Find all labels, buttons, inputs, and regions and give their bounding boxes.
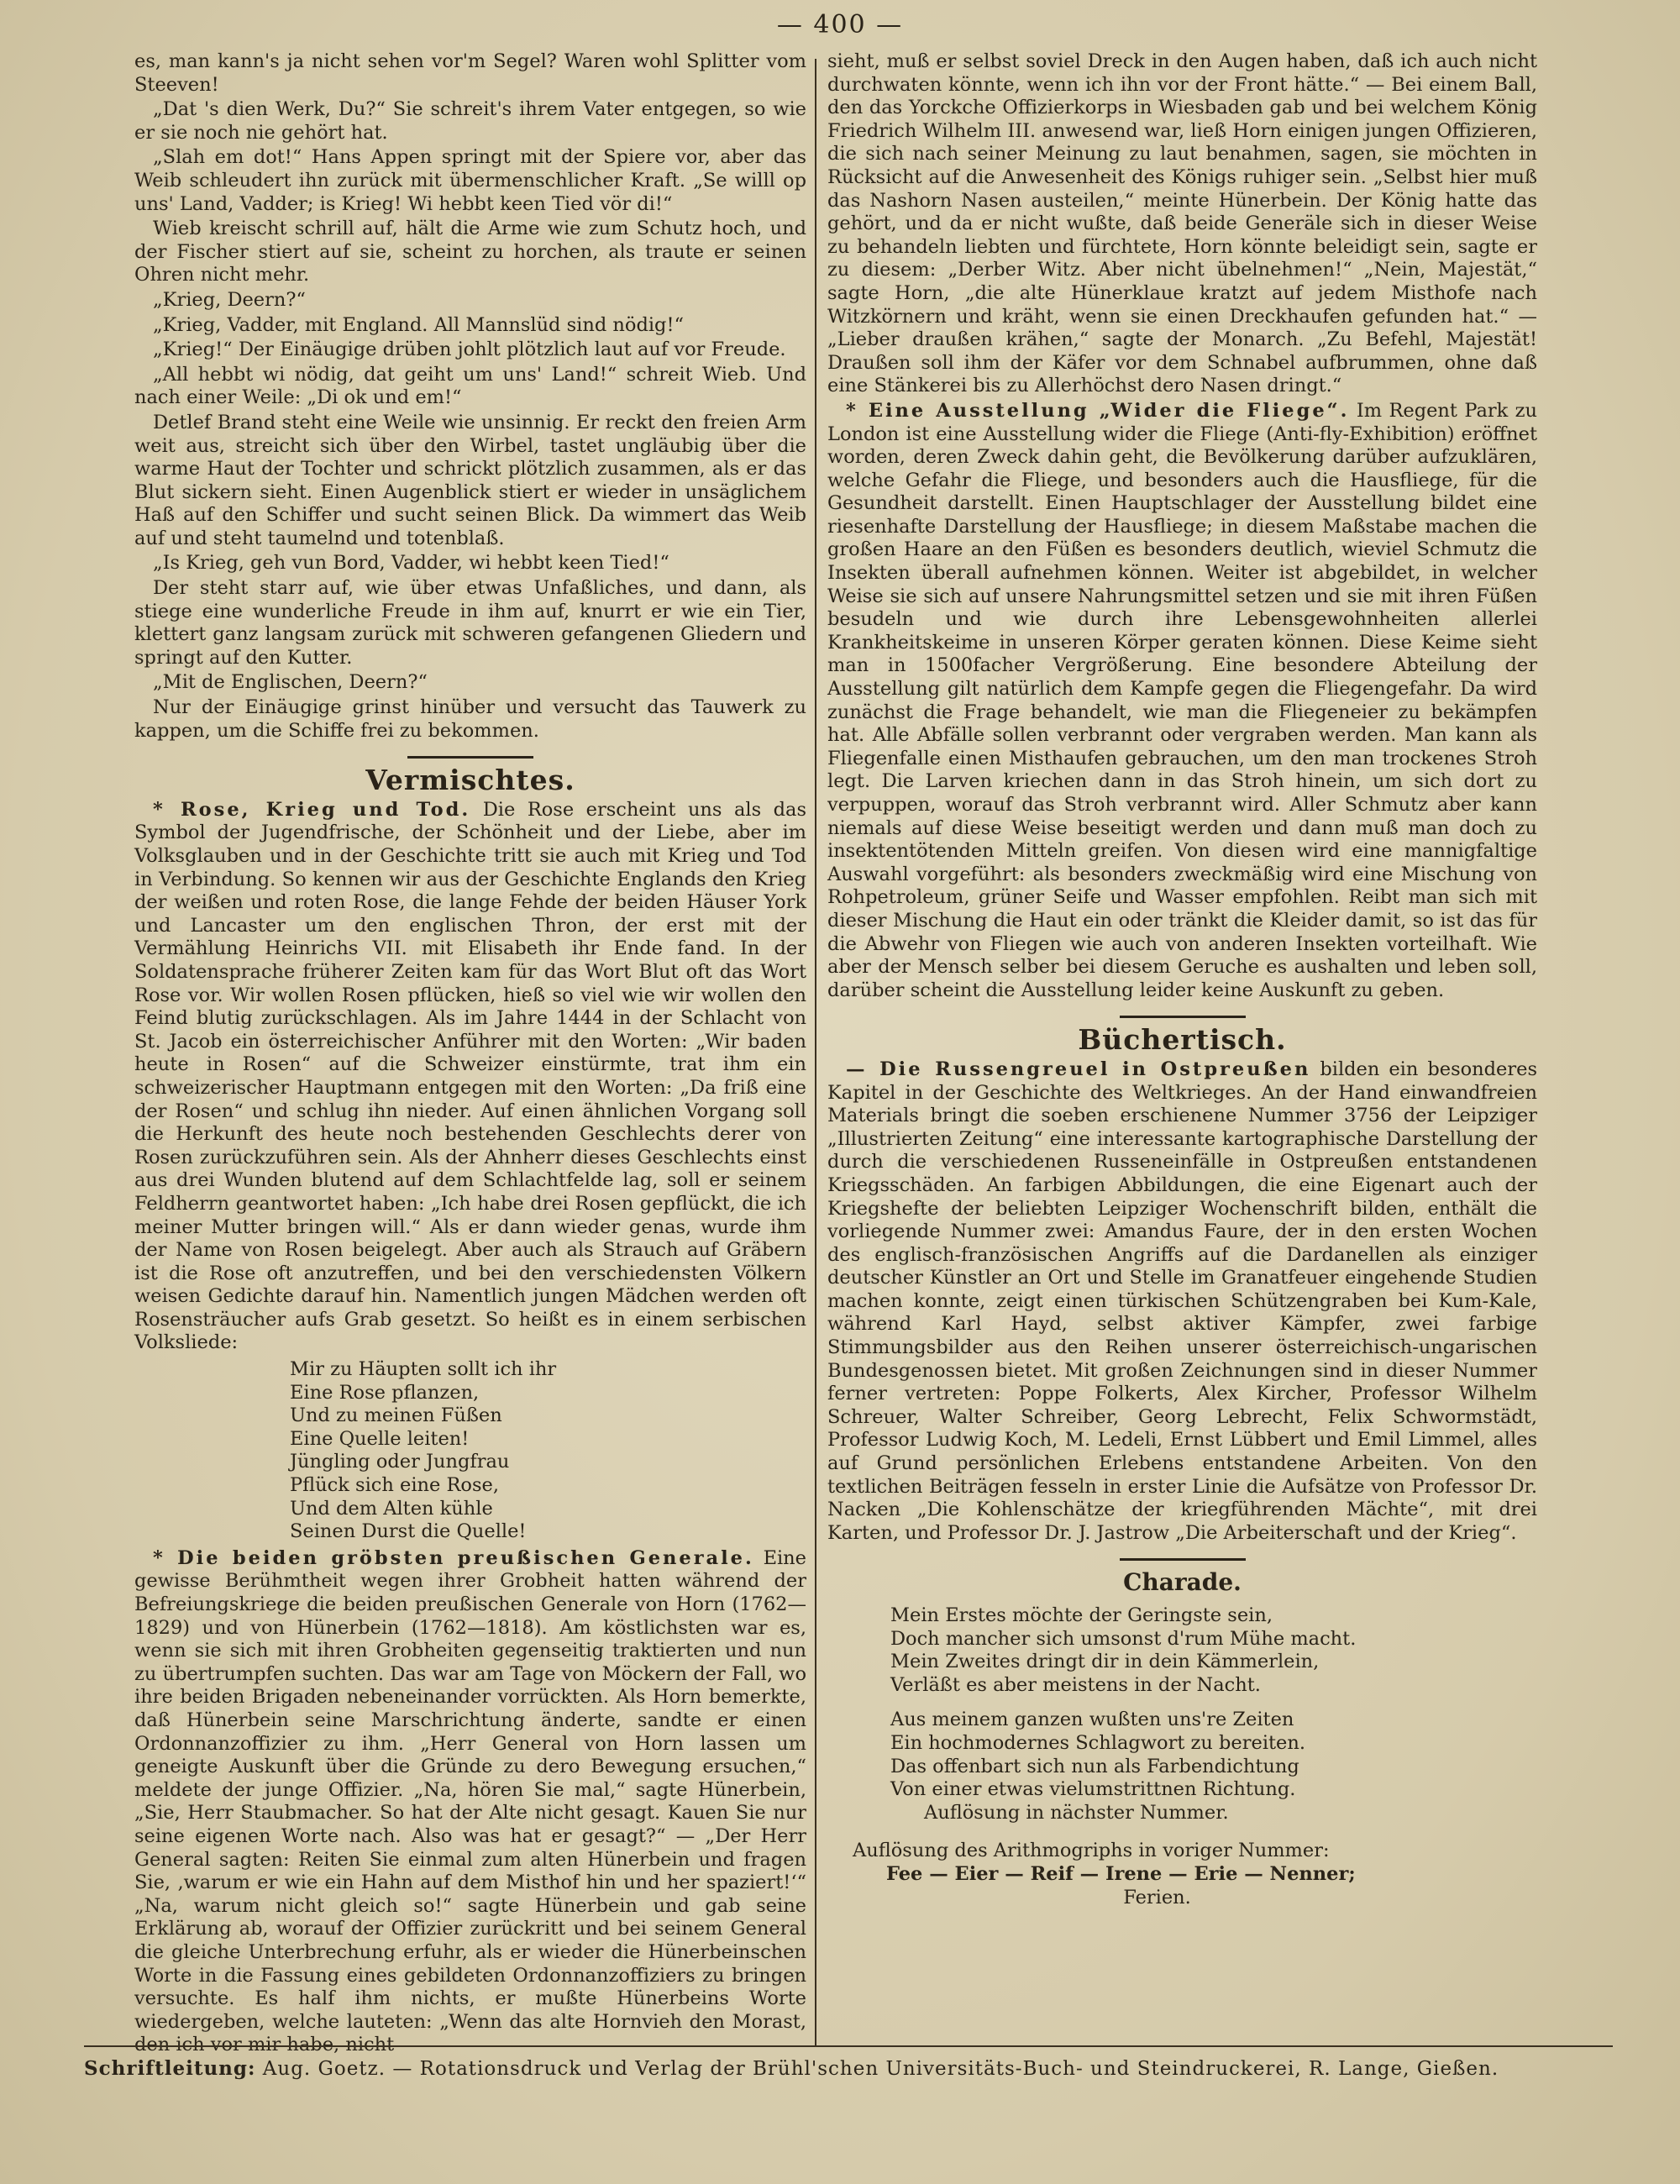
story-paragraph: „Mit de Englischen, Deern?“ xyxy=(153,671,428,694)
arithmogriph-solution xyxy=(853,1840,1537,1909)
article-rose xyxy=(134,799,806,1355)
poem-line: Seinen Durst die Quelle! xyxy=(290,1520,527,1543)
story-paragraph: „Krieg!“ Der Einäugige drüben johlt plötzlich laut auf vor Freude. xyxy=(153,339,786,361)
imprint-footer xyxy=(84,2045,1613,2080)
charade-line: Von einer etwas vielumstrittnen Richtung. xyxy=(890,1778,1296,1801)
left-column xyxy=(134,50,806,2059)
charade-gap xyxy=(890,1697,1537,1709)
charade-line: Doch mancher sich umsonst d'rum Mühe macht. xyxy=(890,1627,1357,1650)
story-paragraph: „Dat 's dien Werk, Du?“ Sie schreit's ihrem Vater entgegen, so wie er sie noch nie gehört hat. xyxy=(134,98,806,144)
story-paragraph: „Krieg, Vadder, mit England. All Mannslüd sind nödig!“ xyxy=(153,313,684,336)
article-text-generals-continued: sieht, muß er selbst soviel Dreck in den Augen haben, daß ich auch nicht durchwaten könnte, wenn ich ihn vor der Front hätte.“ — Bei einem Ball, den das Yorckche Offizierkorps in Wiesbaden gab und bei welchem König Friedrich Wilhelm III. anwesend war, ließ Horn einigen jungen Offizieren, die sich nach seiner Meinung zu laut benahmen, sagen, sie möchten in Rücksicht auf die Anwesenheit des Königs ruhiger sein. „Selbst hier muß das Nashorn Nasen austeilen,“ meinte Hünerbein. Der König hatte das gehört, und da er nicht wußte, daß beide Generäle sich in dieser Weise zu behandeln liebten und fürchtete, Horn könnte beleidigt sein, sagte er zu diesem: „Derber Witz. Aber nicht übelnehmen!“ „Nein, Majestät,“ sagte Horn, „die alte Hünerklaue kratzt auf jedem Misthofe nach Witzkörnern und kräht, wenn sie einen Dreckhaufen gefunden hat.“ — „Lieber draußen krähen,“ sagte der Monarch. „Zu Befehl, Majestät! Draußen soll ihm der Käfer vor dem Schnabel aufbrummen, ohne daß eine Stänkerei bis zu Allerhöchst dero Nasen dringt.“ xyxy=(827,50,1537,397)
poem-line: Und zu meinen Füßen xyxy=(290,1404,502,1427)
charade-verse xyxy=(890,1604,1537,1824)
poem-line: Eine Quelle leiten! xyxy=(290,1427,470,1450)
charade-title: Charade. xyxy=(1123,1568,1242,1597)
charade-note: Auflösung in nächster Nummer. xyxy=(924,1801,1229,1824)
story-paragraph: „Krieg, Deern?“ xyxy=(153,288,306,311)
story-paragraph: Der steht starr auf, wie über etwas Unfaßliches, und dann, als stiege eine wunderliche Freude in ihm auf, knurrt er wie ein Tier, klettert ganz langsam zurück mit schweren gefangenen Gliedern und springt auf den Kutter. xyxy=(134,577,806,669)
article-text-fly: Im Regent Park zu London ist eine Ausstellung wider die Fliege (Anti-fly-Exhibition) eröffnet worden, deren Zweck dahin geht, die Bevölkerung darüber aufzuklären, welche Gefahr die Fliege, und besonders auch die Hausfliege, für die Gesundheit darstellt. Einen Hauptschlager der Ausstellung bildet eine riesenhafte Darstellung der Hausfliege; in diesem Maßstabe machen die großen Haare an den Füßen es besonders deutlich, wieviel Schmutz die Insekten überall aufnehmen können. Weiter ist abgebildet, in welcher Weise sie sich auf unsere Nahrungsmittel setzen und sie mit ihren Füßen besudeln und wie durch ihre Lebensgewohnheiten allerlei Krankheitskeime in unseren Körper geraten können. Diese Keime sieht man in 1500facher Vergrößerung. Eine besondere Abteilung der Ausstellung gilt natürlich dem Kampfe gegen die Fliegengefahr. Da wird zunächst die Frage behandelt, wie man die Fliegeneier zu bekämpfen hat. Alle Abfälle sollen verbrannt oder vergraben werden. Man kann als Fliegenfalle einen Misthaufen gebrauchen, um den man trockenes Stroh legt. Die Larven kriechen dann in das Stroh hinein, um sich dort zu verpuppen, worauf das Stroh verbrannt wird. Aller Schmutz aber kann niemals auf diese Weise beseitigt werden und dann muß man doch zu insektentötenden Mitteln greifen. Von diesen wird eine mannigfaltige Auswahl vorgeführt: als besonders zweckmäßig wird eine Mischung von Rohpetroleum, grüner Seife und Wasser empfohlen. Reibt man sich mit dieser Mischung die Haut ein oder tränkt die Kleider damit, so ist das für die Abwehr von Fliegen wie auch von anderen Insekten vorteilhaft. Wie aber der Mensch selber bei diesem Geruche es aushalten und leben soll, darüber scheint die Ausstellung leider keine Auskunft zu geben. xyxy=(827,399,1537,1001)
story-paragraph: Detlef Brand steht eine Weile wie unsinnig. Er reckt den freien Arm weit aus, streicht sich über den Wirbel, tastet ungläubig über die warme Haut der Tochter und schrickt plötzlich zusammen, als er das Blut sickern sieht. Einen Augenblick stiert er wieder in unsäglichem Haß auf den Schiffer und sucht seinen Blick. Da wimmert das Weib auf und steht taumelnd und totenblaß. xyxy=(134,411,806,549)
right-column xyxy=(827,50,1537,1909)
section-rule xyxy=(407,756,533,759)
story-paragraph: es, man kann's ja nicht sehen vor'm Segel? Waren wohl Splitter vom Steeven! xyxy=(134,50,806,96)
article-text-books: bilden ein besonderes Kapitel in der Geschichte des Weltkrieges. An der Hand einwandfreien Materials bringt die soeben erschienene Nummer 3756 der Leipziger „Illustrierten Zeitung“ eine interessante kartographische Darstellung der durch die verschiedenen Russeneinfälle in Ostpreußen entstandenen Kriegsschäden. An farbigen Abbildungen, die eine Eigenart auch der Kriegshefte der beliebten Leipziger Wochenschrift bilden, enthält die vorliegende Nummer zwei: Amandus Faure, der in den ersten Wochen des englisch-französischen Angriffs auf die Dardanellen als einziger deutscher Künstler an Ort und Stelle im Granatfeuer eingehende Studien machen konnte, zeigt einen türkischen Schützengraben bei Kum-Kale, während Karl Hayd, selbst aktiver Kämpfer, zwei farbige Stimmungsbilder aus den Reihen unserer österreichisch-ungarischen Bundesgenossen bietet. Mit großen Zeichnungen sind in dieser Nummer ferner vertreten: Poppe Folkerts, Alex Kircher, Professor Wilhelm Schreuer, Walter Schreiber, Georg Lebrecht, Felix Schwormstädt, Professor Ludwig Koch, M. Ledeli, Ernst Lübbert und Emil Limmel, alles auf Grund persönlichen Erlebens entstandene Arbeiten. Von den textlichen Beiträgen fesseln in erster Linie die Aufsätze von Professor Dr. Nacken „Die Kohlenschätze der kriegführenden Mächte“, mit drei Karten, und Professor Dr. J. Jastrow „Die Arbeiterschaft und der Krieg“. xyxy=(827,1058,1537,1544)
column-divider xyxy=(815,59,816,2045)
imprint-text: Aug. Goetz. — Rotationsdruck und Verlag der Brühl'schen Universitäts-Buch- und Steindruckerei, R. Lange, Gießen. xyxy=(262,2058,1499,2080)
charade-line: Ein hochmodernes Schlagwort zu bereiten. xyxy=(890,1731,1306,1754)
article-title-fly: * Eine Ausstellung „Wider die Fliege“. xyxy=(846,399,1350,422)
serbian-poem xyxy=(290,1358,806,1544)
solution-last: Ferien. xyxy=(1123,1886,1191,1908)
article-title-generals: * Die beiden gröbsten preußischen Generale. xyxy=(153,1546,754,1569)
section-title-buechertisch: Büchertisch. xyxy=(1078,1023,1287,1057)
charade-line: Das offenbart sich nun als Farbendichtung xyxy=(890,1755,1299,1777)
charade-line: Mein Erstes möchte der Geringste sein, xyxy=(890,1604,1273,1626)
solution-words: Fee — Eier — Reif — Irene — Erie — Nenner; xyxy=(886,1862,1356,1885)
charade-line: Aus meinem ganzen wußten uns're Zeiten xyxy=(890,1709,1294,1731)
article-title-books: — Die Russengreuel in Ostpreußen xyxy=(846,1058,1311,1080)
story-paragraph: Wieb kreischt schrill auf, hält die Arme wie zum Schutz hoch, und der Fischer stiert auf sie, scheint zu horchen, als traute er seinen Ohren nicht mehr. xyxy=(134,218,806,286)
poem-line: Und dem Alten kühle xyxy=(290,1497,493,1520)
poem-line: Mir zu Häupten sollt ich ihr xyxy=(290,1358,557,1381)
story-paragraph: „All hebbt wi nödig, dat geiht um uns' Land!“ schreit Wieb. Und nach einer Weile: „Di ok und em!“ xyxy=(134,363,806,409)
imprint-label: Schriftleitung: xyxy=(84,2057,256,2080)
section-title-vermischtes: Vermischtes. xyxy=(365,764,575,797)
article-title-rose: * Rose, Krieg und Tod. xyxy=(153,798,471,821)
article-text-generals: Eine gewisse Berühmtheit wegen ihrer Grobheit hatten während der Befreiungskriege die beiden preußischen Generale von Horn (1762—1829) und von Hünerbein (1762—1818). Am köstlichsten war es, wenn sie sich mit ihren Grobheiten gegenseitig traktierten und nun zu übertrumpfen suchten. Das war am Tage von Möckern der Fall, wo ihre beiden Brigaden nebeneinander vorrückten. Als Horn bemerkte, daß Hünerbein seine Marschrichtung änderte, sandte er einen Ordonnanzoffizier zu ihm. „Herr General von Horn lassen um geneigte Auskunft über die Gründe zu dero Bewegung ersuchen,“ meldete der junge Offizier. „Na, hören Sie mal,“ sagte Hünerbein, „Sie, Herr Staubmacher. So hat der Alte nicht gesagt. Kauen Sie nur seine eigenen Worte nach. Also was hat er gesagt?“ — „Der Herr General sagten: Reiten Sie einmal zum alten Hünerbein und fragen Sie, ‚warum er wie ein Hahn auf dem Misthof hin und her spaziert!‘“ „Na, warum nicht gleich so!“ sagte Hünerbein und gab seine Erklärung ab, worauf der Offizier zurückritt und bei seinem General die gleiche Unterbrechung erfuhr, als er wieder die Hünerbeinschen Worte in die Fassung eines gebildeten Ordonnanzoffiziers zu bringen versuchte. Es half ihm nichts, er mußte Hünerbeins Worte wiedergeben, welche lauteten: „Wenn das alte Hornvieh den Morast, den ich vor mir habe, nicht xyxy=(134,1546,806,2056)
poem-line: Eine Rose pflanzen, xyxy=(290,1381,480,1404)
section-rule xyxy=(1120,1016,1246,1018)
story-paragraph: „Is Krieg, geh vun Bord, Vadder, wi hebbt keen Tied!“ xyxy=(153,552,669,575)
article-generals xyxy=(134,1547,806,2057)
page-number: — 400 — xyxy=(776,10,904,39)
article-fly-exhibition xyxy=(827,400,1537,1002)
charade-line: Verläßt es aber meistens in der Nacht. xyxy=(890,1673,1261,1696)
poem-line: Pflück sich eine Rose, xyxy=(290,1474,499,1497)
story-paragraph: Nur der Einäugige grinst hinüber und versucht das Tauwerk zu kappen, um die Schiffe frei zu bekommen. xyxy=(134,696,806,742)
section-rule xyxy=(1120,1558,1246,1561)
poem-line: Jüngling oder Jungfrau xyxy=(290,1451,510,1473)
solution-label: Auflösung des Arithmogriphs in voriger Nummer: xyxy=(853,1840,1330,1862)
article-books xyxy=(827,1058,1537,1545)
article-text-rose: Die Rose erscheint uns als das Symbol der Jugendfrische, der Schönheit und der Liebe, aber im Volksglauben und in der Geschichte tritt sie auch mit Krieg und Tod in Verbindung. So kennen wir aus der Geschichte Englands den Krieg der weißen und roten Rose, die lange Fehde der beiden Häuser York und Lancaster um den englischen Thron, der erst mit der Vermählung Heinrichs VII. mit Elisabeth ihr Ende fand. In der Soldatensprache früherer Zeiten kam für das Wort Blut oft das Wort Rose vor. Wir wollen Rosen pflücken, hieß so viel wie wir wollen den Feind blutig zurückschlagen. Als im Jahre 1444 in der Schlacht von St. Jacob ein österreichischer Anführer mit den Worten: „Wir baden heute in Rosen“ auf die Schweizer einstürmte, trat ihm ein schweizerischer Hauptmann entgegen mit den Worten: „Da friß eine der Rosen“ und schlug ihn nieder. Auf einen ähnlichen Vorgang soll die Herkunft des heute noch bestehenden Geschlechts derer von Rosen zurückzuführen sein. Als der Ahnherr dieses Geschlechts einst aus drei Wunden blutend auf dem Schlachtfelde lag, soll er seinem Feldherrn geantwortet haben: „Ich habe drei Rosen gepflückt, die ich meiner Mutter bringen will.“ Als er dann wieder genas, wurde ihm der Name von Rosen beigelegt. Aber auch als Strauch auf Gräbern ist die Rose oft anzutreffen, und bei den verschiedensten Völkern weisen Gedichte darauf hin. Namentlich jungen Mädchen werden oft Rosensträucher aufs Grab gesetzt. So heißt es in einem serbischen Volksliede: xyxy=(134,798,807,1354)
story-paragraph: „Slah em dot!“ Hans Appen springt mit der Spiere vor, aber das Weib schleudert ihn zurück mit übermenschlicher Kraft. „Se willl op uns' Land, Vadder; is Krieg! Wi hebbt keen Tied vör di!“ xyxy=(134,146,806,215)
charade-line: Mein Zweites dringt dir in dein Kämmerlein, xyxy=(890,1651,1320,1673)
